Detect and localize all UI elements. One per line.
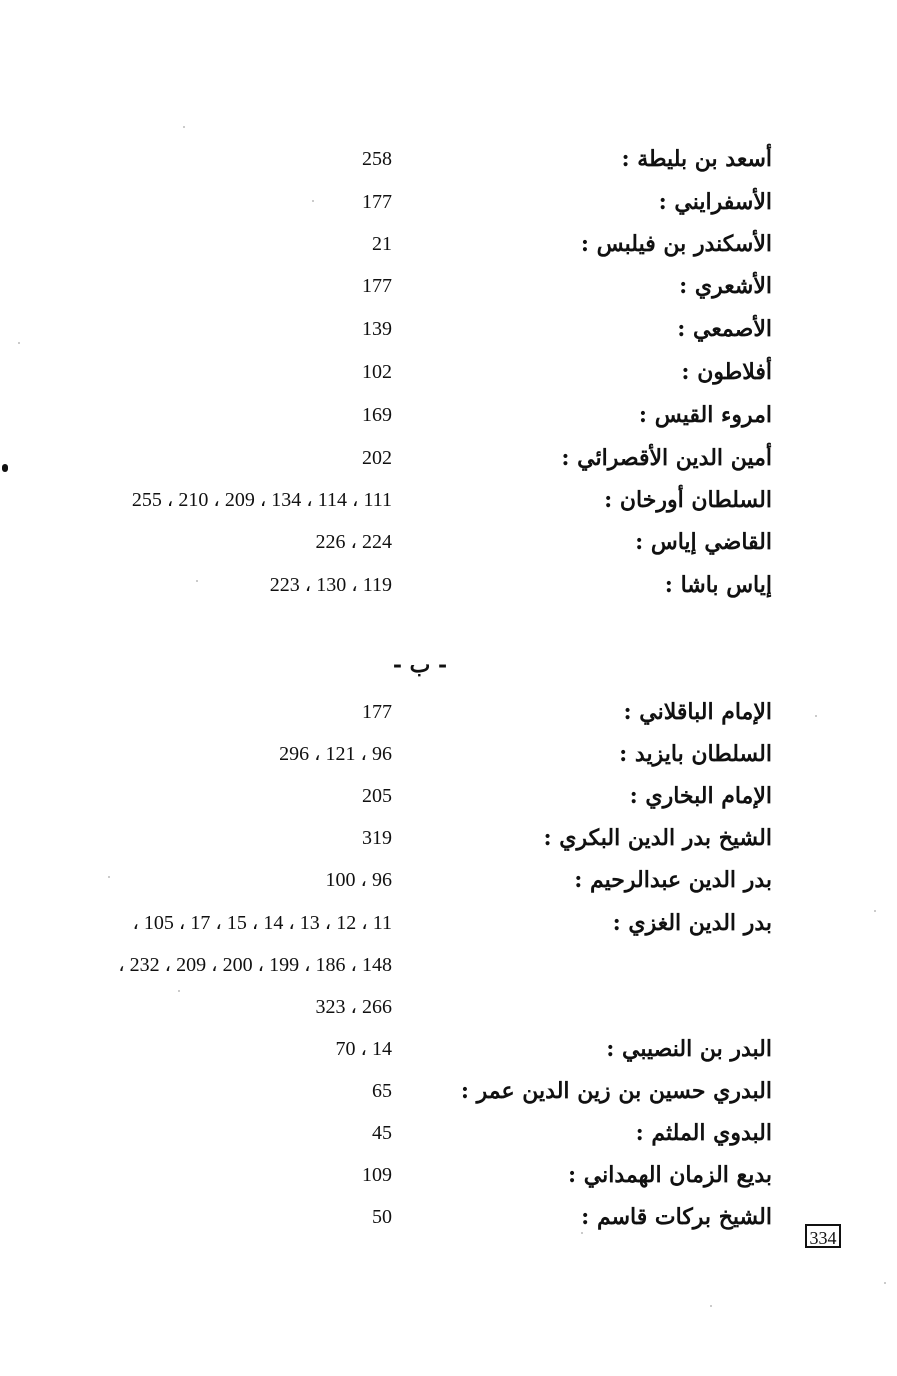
scan-speck (312, 200, 314, 202)
scan-speck (815, 715, 817, 717)
index-entry (0, 440, 897, 478)
entry-pages: 177 (362, 191, 392, 213)
index-entry (0, 354, 897, 392)
entry-pages: 111 ، 114 ، 134 ، 209 ، 210 ، 255 (131, 489, 392, 511)
index-entry (0, 397, 897, 435)
scan-speck (178, 990, 180, 992)
index-entry (0, 905, 897, 943)
index-entry (0, 1157, 897, 1195)
entry-name: أمين الدين الأقصرائي : (561, 445, 772, 471)
entry-pages: 169 (362, 404, 392, 426)
entry-pages: 148 ، 186 ، 199 ، 200 ، 209 ، 232 ، (118, 954, 392, 976)
entry-name: الشيخ بدر الدين البكري : (543, 825, 772, 851)
scan-speck (183, 126, 185, 128)
entry-pages: 45 (372, 1122, 392, 1144)
index-entry-continuation (0, 947, 897, 985)
entry-name: أفلاطون : (681, 359, 772, 385)
entry-name: البدوي الملثم : (635, 1120, 772, 1146)
entry-name: القاضي إياس : (635, 529, 772, 555)
entry-name: البدر بن النصيبي : (606, 1036, 772, 1062)
index-entry (0, 820, 897, 858)
entry-pages: 177 (362, 701, 392, 723)
scan-speck (710, 1305, 712, 1307)
entry-pages: 319 (362, 827, 392, 849)
entry-pages: 14 ، 70 (335, 1038, 392, 1060)
index-entry-continuation (0, 989, 897, 1027)
index-entry (0, 141, 897, 179)
index-entry (0, 1115, 897, 1153)
index-entry (0, 1073, 897, 1111)
entry-name: بديع الزمان الهمداني : (568, 1162, 772, 1188)
entry-name: الأشعري : (679, 273, 772, 299)
entry-pages: 258 (362, 148, 392, 170)
entry-name: أسعد بن بليطة : (621, 146, 772, 172)
index-entry (0, 862, 897, 900)
index-entry (0, 184, 897, 222)
entry-name: السلطان بايزيد : (619, 741, 772, 767)
entry-pages: 21 (372, 233, 392, 255)
index-entry (0, 311, 897, 349)
entry-pages: 11 ، 12 ، 13 ، 14 ، 15 ، 17 ، 105 ، (132, 912, 392, 934)
entry-name: بدر الدين عبدالرحيم : (574, 867, 772, 893)
scan-speck (581, 1232, 583, 1234)
page-number-box: 334 (805, 1224, 841, 1248)
scan-speck (18, 342, 20, 344)
entry-pages: 177 (362, 275, 392, 297)
entry-pages: 119 ، 130 ، 223 (269, 574, 392, 596)
entry-pages: 109 (362, 1164, 392, 1186)
entry-pages: 102 (362, 361, 392, 383)
entry-name: بدر الدين الغزي : (612, 910, 772, 936)
entry-name: الشيخ بركات قاسم : (581, 1204, 772, 1230)
index-entry (0, 1199, 897, 1237)
entry-name: الأصمعي : (677, 316, 772, 342)
entry-pages: 96 ، 100 (325, 869, 392, 891)
index-entry (0, 524, 897, 562)
entry-name: الأسكندر بن فيلبس : (580, 231, 772, 257)
index-entry (0, 567, 897, 605)
entry-name: البدري حسين بن زين الدين عمر : (460, 1078, 772, 1104)
entry-name: السلطان أورخان : (604, 487, 772, 513)
index-entry (0, 268, 897, 306)
scan-speck (884, 1282, 886, 1284)
entry-name: الإمام الباقلاني : (623, 699, 772, 725)
index-entry (0, 482, 897, 520)
entry-pages: 96 ، 121 ، 296 (279, 743, 392, 765)
entry-name: الإمام البخاري : (629, 783, 772, 809)
entry-name: الأسفرايني : (658, 189, 772, 215)
index-entry (0, 694, 897, 732)
entry-pages: 139 (362, 318, 392, 340)
entry-pages: 224 ، 226 (315, 531, 392, 553)
entry-pages: 205 (362, 785, 392, 807)
index-entry (0, 778, 897, 816)
entry-pages: 50 (372, 1206, 392, 1228)
entry-name: امروء القيس : (638, 402, 772, 428)
scan-speck (108, 876, 110, 878)
scan-speck (196, 580, 198, 582)
index-entry (0, 736, 897, 774)
entry-pages: 65 (372, 1080, 392, 1102)
section-heading-ba: - ب - (392, 652, 448, 678)
index-entry (0, 1031, 897, 1069)
entry-name: إياس باشا : (664, 572, 772, 598)
entry-pages: 266 ، 323 (315, 996, 392, 1018)
entry-pages: 202 (362, 447, 392, 469)
index-entry (0, 226, 897, 264)
scan-speck (874, 910, 876, 912)
